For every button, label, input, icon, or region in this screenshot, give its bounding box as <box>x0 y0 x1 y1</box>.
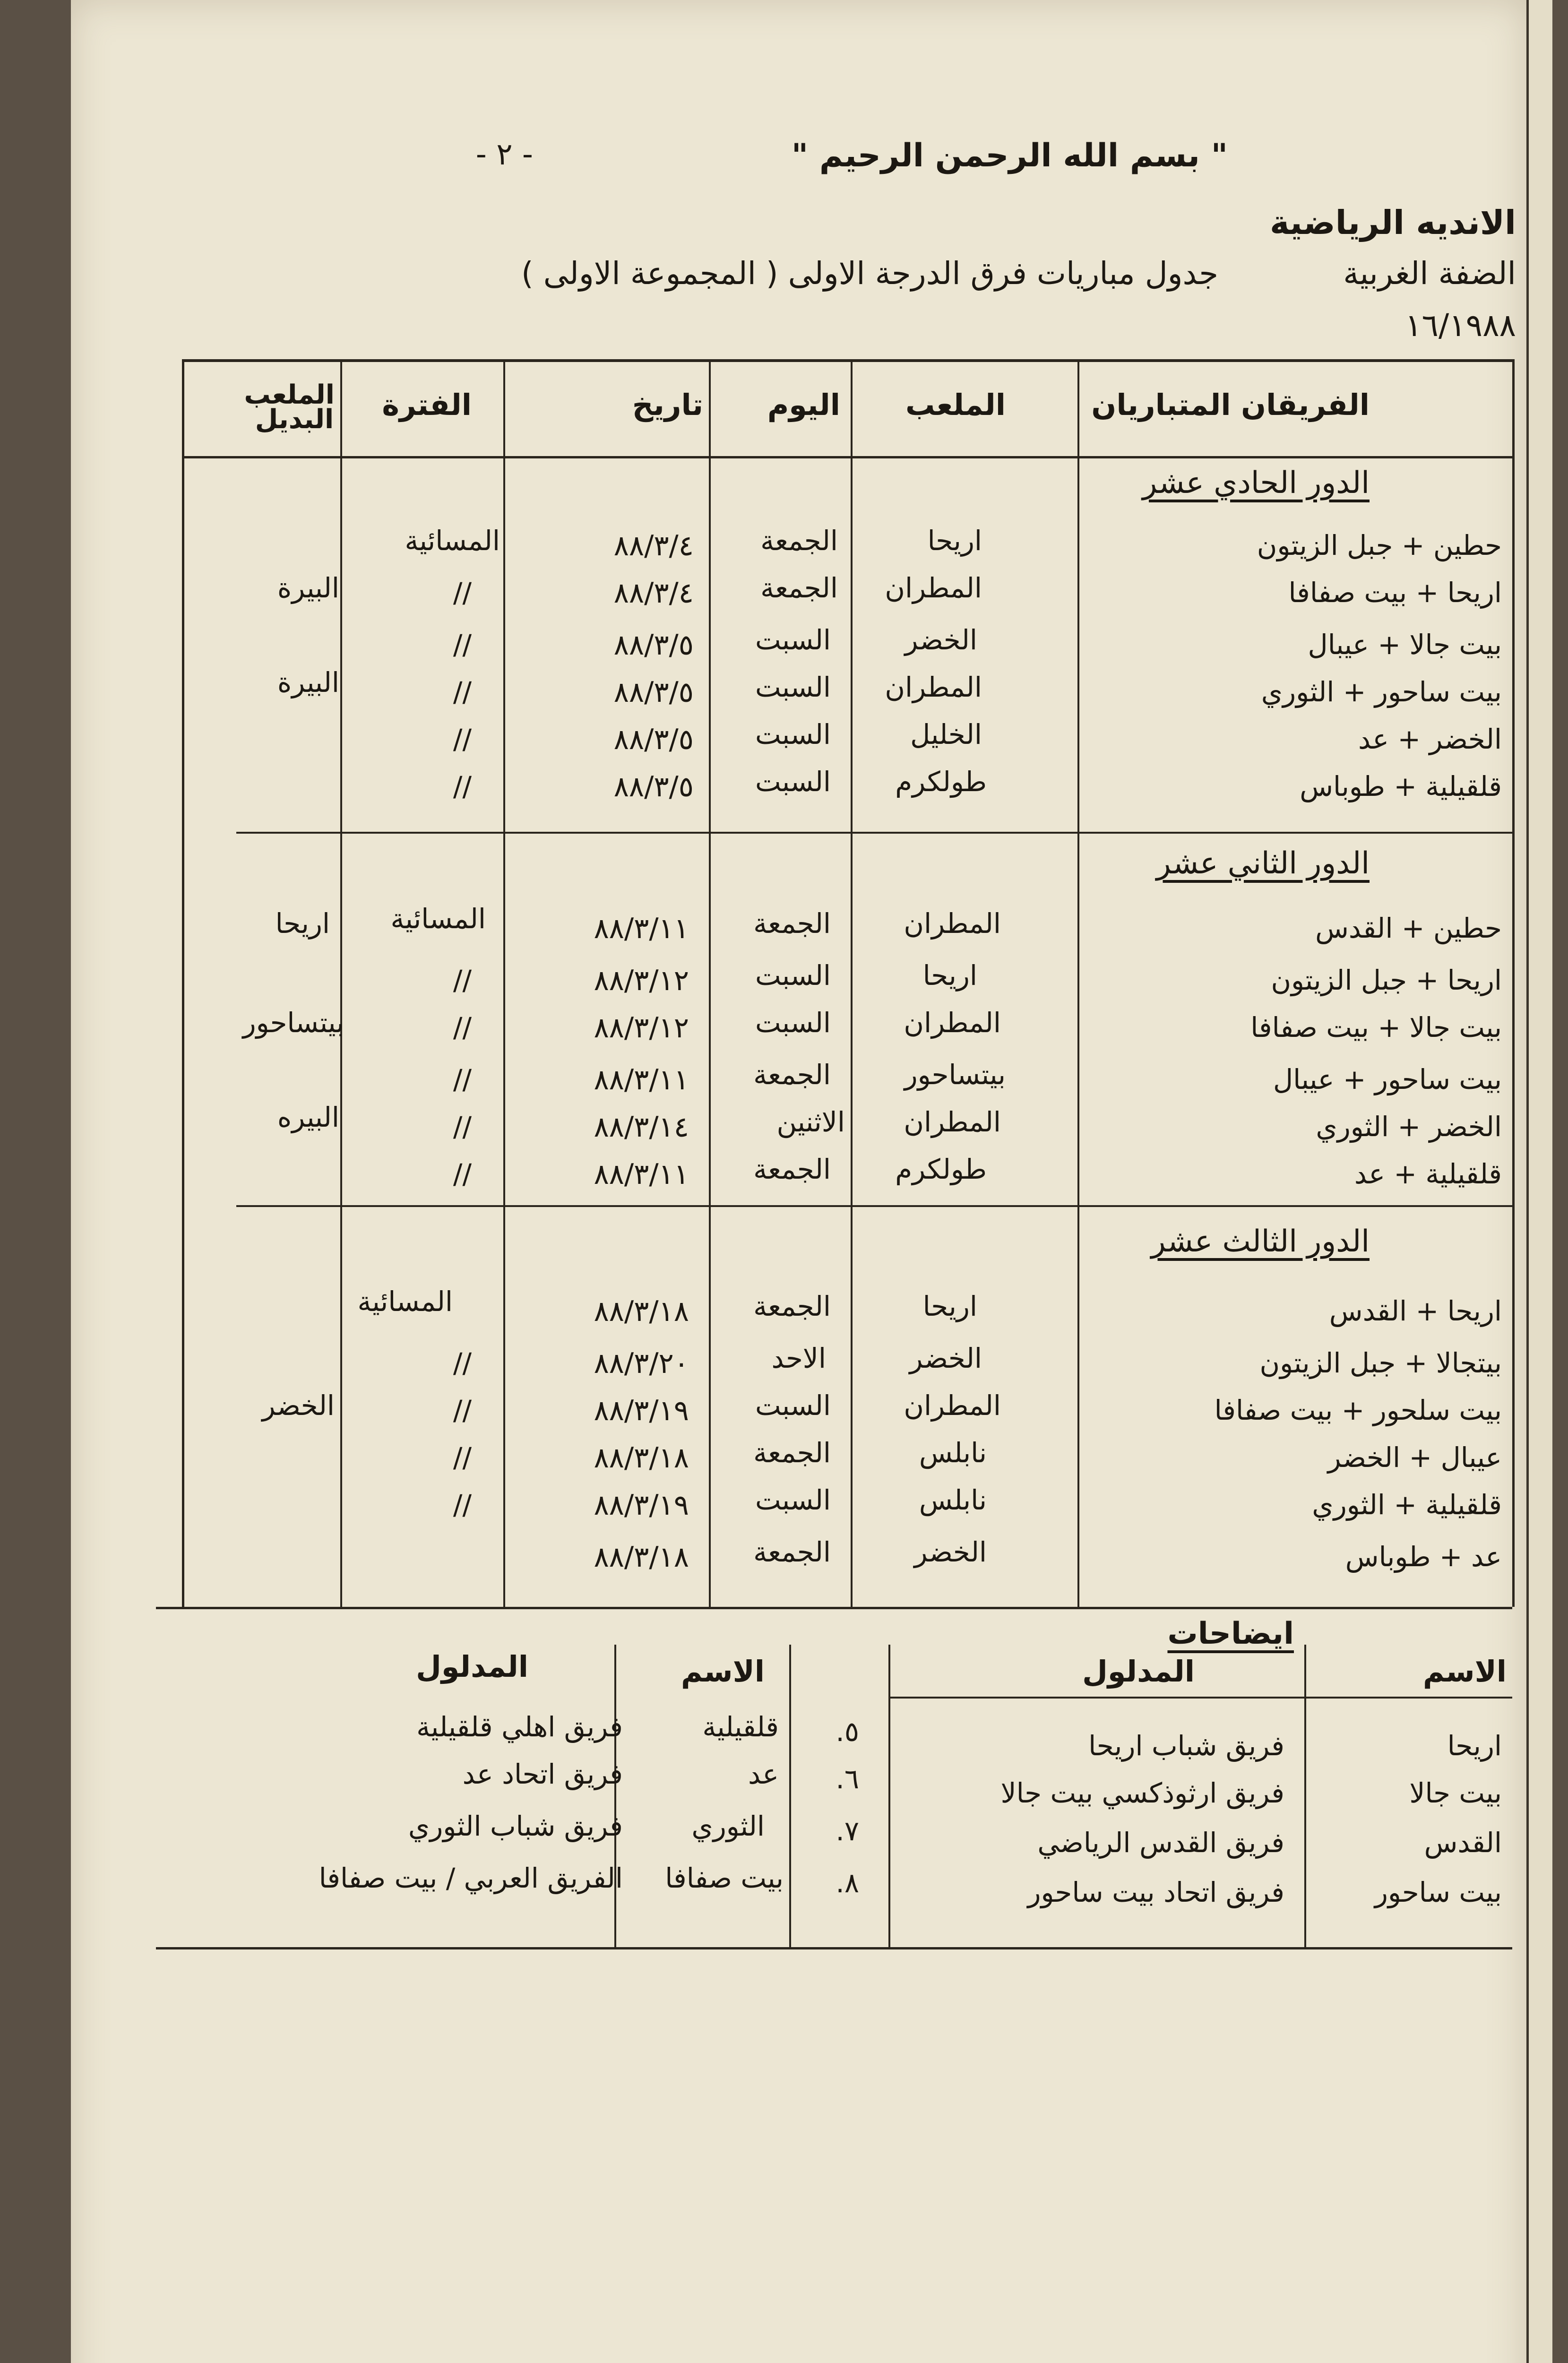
col-rule <box>1077 359 1079 1607</box>
match-date: ٨٨/٣/٤ <box>613 577 694 610</box>
notes-left-number: ٧. <box>836 1815 859 1847</box>
match-teams: بيت ساحور + الثوري <box>1261 676 1502 708</box>
match-teams: قلقيلية + طوباس <box>1300 770 1502 802</box>
match-period: // <box>453 1441 472 1474</box>
match-day: الجمعة <box>753 907 831 940</box>
match-venue: اريحا <box>922 1290 977 1322</box>
page-number: - ٢ - <box>475 137 533 172</box>
match-teams: اريحا + جبل الزيتون <box>1271 964 1502 996</box>
round-title: الدور الثالث عشر <box>1151 1224 1370 1259</box>
match-venue: المطران <box>904 907 1001 940</box>
match-date: ٨٨/٣/١٤ <box>594 1111 689 1144</box>
match-date: ٨٨/٣/١٩ <box>594 1489 689 1522</box>
notes-left-name: قلقيلية <box>702 1711 779 1743</box>
match-venue: الخضر <box>914 1536 987 1568</box>
match-day: السبت <box>755 766 831 798</box>
match-day: السبت <box>755 718 831 750</box>
match-venue: الخضر <box>905 624 977 656</box>
match-teams: اريحا + القدس <box>1329 1295 1502 1327</box>
match-day: الجمعة <box>753 1290 831 1322</box>
notes-left-meaning-header: المدلول <box>416 1649 528 1684</box>
notes-bottom-rule <box>156 1947 1512 1949</box>
match-alt-venue: البيرة <box>277 666 339 699</box>
table-top-rule <box>182 359 1515 362</box>
match-teams: بيت جالا + بيت صفافا <box>1250 1011 1502 1044</box>
match-day: الجمعة <box>760 525 838 557</box>
notes-left-number: ٥. <box>836 1716 859 1748</box>
table-left-rule <box>182 359 184 1607</box>
match-date: ٨٨/٣/١٢ <box>594 964 689 997</box>
round-title: الدور الثاني عشر <box>1156 846 1370 881</box>
match-day: السبت <box>755 1007 831 1039</box>
match-day: الاثنين <box>776 1106 845 1138</box>
notes-right-meaning: فريق شباب اريحا <box>1088 1730 1284 1762</box>
col-rule <box>503 359 505 1607</box>
document-date: ١٦/١٩٨٨ <box>1405 307 1516 344</box>
notes-right-name: بيت ساحور <box>1374 1876 1502 1908</box>
header-bottom-rule <box>182 456 1515 458</box>
match-period: المسائية <box>405 525 500 557</box>
notes-header-rule <box>888 1697 1512 1699</box>
notes-right-meaning: فريق ارثوذكسي بيت جالا <box>1000 1777 1284 1809</box>
notes-left-meaning: فريق شباب الثوري <box>408 1810 623 1842</box>
match-teams: الخضر + عد <box>1358 723 1502 755</box>
col-header-day: اليوم <box>767 388 840 422</box>
notes-left-meaning: فريق اهلي قلقيلية <box>416 1711 623 1743</box>
match-day: السبت <box>755 1484 831 1516</box>
match-day: الجمعة <box>753 1153 831 1185</box>
match-date: ٨٨/٣/٥ <box>613 629 694 662</box>
match-period: // <box>453 770 472 802</box>
notes-col-rule <box>888 1645 890 1947</box>
match-period: // <box>453 676 472 708</box>
match-venue: المطران <box>885 671 982 703</box>
match-alt-venue: اريحا <box>275 907 330 940</box>
match-date: ٨٨/٣/١٨ <box>594 1541 689 1574</box>
col-header-date: تاريخ <box>632 388 703 422</box>
match-period: // <box>453 1063 472 1095</box>
match-venue: المطران <box>885 572 982 604</box>
match-teams: بيت سلحور + بيت صفافا <box>1214 1394 1502 1426</box>
match-period: // <box>453 1347 472 1379</box>
notes-left-name: بيت صفافا <box>665 1862 784 1894</box>
match-period: // <box>453 964 472 996</box>
col-header-period: الفترة <box>382 388 472 422</box>
match-date: ٨٨/٣/١١ <box>594 912 689 945</box>
match-period: // <box>453 629 472 661</box>
match-venue: طولكرم <box>895 1153 987 1185</box>
match-day: السبت <box>755 959 831 992</box>
match-period: // <box>453 1489 472 1521</box>
match-date: ٨٨/٣/٥ <box>613 676 694 709</box>
match-alt-venue: الخضر <box>262 1389 335 1422</box>
match-teams: عد + طوباس <box>1345 1541 1502 1573</box>
notes-right-meaning: فريق اتحاد بيت ساحور <box>1027 1876 1284 1908</box>
match-date: ٨٨/٣/١٨ <box>594 1295 689 1328</box>
match-venue: المطران <box>904 1007 1001 1039</box>
round-title: الدور الحادي عشر <box>1142 466 1370 500</box>
notes-right-name: بيت جالا <box>1409 1777 1502 1809</box>
match-venue: الخضر <box>909 1342 982 1374</box>
match-date: ٨٨/٣/٢٠ <box>594 1347 689 1380</box>
match-teams: بيت ساحور + عيبال <box>1273 1063 1502 1095</box>
col-rule <box>709 359 711 1607</box>
match-period: // <box>453 723 472 755</box>
match-venue: نابلس <box>919 1484 987 1516</box>
notes-left-number: ٦. <box>836 1763 859 1795</box>
match-venue: المطران <box>904 1106 1001 1138</box>
match-venue: نابلس <box>919 1437 987 1469</box>
notes-title: ايضاحات <box>1167 1616 1294 1651</box>
match-date: ٨٨/٣/١٩ <box>594 1394 689 1427</box>
match-day: السبت <box>755 624 831 656</box>
notes-col-rule <box>1304 1645 1306 1947</box>
match-teams: اريحا + بيت صفافا <box>1288 577 1502 609</box>
match-teams: بيتجالا + جبل الزيتون <box>1259 1347 1502 1379</box>
match-venue: الخليل <box>910 718 982 750</box>
match-period: المسائية <box>390 903 486 935</box>
round-divider <box>236 1205 1512 1207</box>
notes-right-name-header: الاسم <box>1422 1654 1507 1689</box>
match-day: السبت <box>755 671 831 703</box>
match-day: الجمعة <box>753 1437 831 1469</box>
match-venue: اريحا <box>927 525 982 557</box>
match-date: ٨٨/٣/١٨ <box>594 1441 689 1475</box>
match-period: // <box>453 1011 472 1044</box>
region: الضفة الغربية <box>1343 255 1516 292</box>
basmala: " بسم الله الرحمن الرحيم " <box>791 137 1228 174</box>
match-period: // <box>453 577 472 609</box>
match-day: الجمعة <box>760 572 838 604</box>
match-alt-venue: بيتساحور <box>242 1007 344 1039</box>
match-venue: اريحا <box>922 959 977 992</box>
match-date: ٨٨/٣/١١ <box>594 1063 689 1096</box>
match-alt-venue: البيرة <box>277 572 339 604</box>
notes-col-rule <box>789 1645 791 1947</box>
match-date: ٨٨/٣/٥ <box>613 770 694 803</box>
notes-right-name: القدس <box>1424 1827 1502 1859</box>
document-title: جدول مباريات فرق الدرجة الاولى ( المجموعة الاولى ) <box>521 255 1218 292</box>
notes-right-name: اريحا <box>1447 1730 1502 1762</box>
col-header-alt-venue: الملعب البديل <box>244 379 335 435</box>
notes-top-rule <box>156 1607 1512 1609</box>
notes-right-meaning-header: المدلول <box>1082 1654 1195 1689</box>
match-venue: المطران <box>904 1389 1001 1422</box>
match-day: الجمعة <box>753 1536 831 1568</box>
notes-left-meaning: فريق اتحاد عد <box>462 1758 623 1790</box>
match-day: السبت <box>755 1389 831 1422</box>
match-teams: قلقيلية + عد <box>1354 1158 1502 1190</box>
notes-left-name: عد <box>748 1758 779 1790</box>
match-day: الاحد <box>771 1342 826 1374</box>
round-divider <box>236 832 1512 834</box>
col-rule <box>851 359 853 1607</box>
match-date: ٨٨/٣/١٢ <box>594 1011 689 1044</box>
notes-left-name-header: الاسم <box>681 1654 765 1689</box>
match-date: ٨٨/٣/٥ <box>613 723 694 756</box>
table-right-rule <box>1512 359 1515 1607</box>
match-period: // <box>453 1111 472 1143</box>
notes-left-name: الثوري <box>691 1810 765 1842</box>
match-period: // <box>453 1394 472 1426</box>
match-venue: طولكرم <box>895 766 987 798</box>
match-teams: قلقيلية + الثوري <box>1312 1489 1502 1521</box>
col-header-teams: الفريقان المتباريان <box>1091 388 1370 422</box>
match-period: المسائية <box>357 1285 453 1318</box>
match-date: ٨٨/٣/١١ <box>594 1158 689 1191</box>
match-date: ٨٨/٣/٤ <box>613 529 694 562</box>
match-teams: الخضر + الثوري <box>1316 1111 1502 1143</box>
notes-col-rule <box>614 1645 616 1947</box>
match-teams: بيت جالا + عيبال <box>1308 629 1502 661</box>
match-teams: حطين + القدس <box>1315 912 1502 944</box>
notes-right-meaning: فريق القدس الرياضي <box>1037 1827 1284 1859</box>
match-teams: حطين + جبل الزيتون <box>1257 529 1502 561</box>
match-alt-venue: البيره <box>277 1101 339 1133</box>
page-edge <box>1526 0 1552 2363</box>
notes-left-number: ٨. <box>836 1867 859 1899</box>
col-header-venue: الملعب <box>905 388 1006 422</box>
notes-left-meaning: الفريق العربي / بيت صفافا <box>319 1862 623 1894</box>
match-venue: بيتساحور <box>904 1059 1006 1091</box>
match-period: // <box>453 1158 472 1190</box>
match-teams: عيبال + الخضر <box>1327 1441 1502 1474</box>
col-rule <box>340 359 342 1607</box>
organization: الانديه الرياضية <box>1269 203 1516 242</box>
match-day: الجمعة <box>753 1059 831 1091</box>
